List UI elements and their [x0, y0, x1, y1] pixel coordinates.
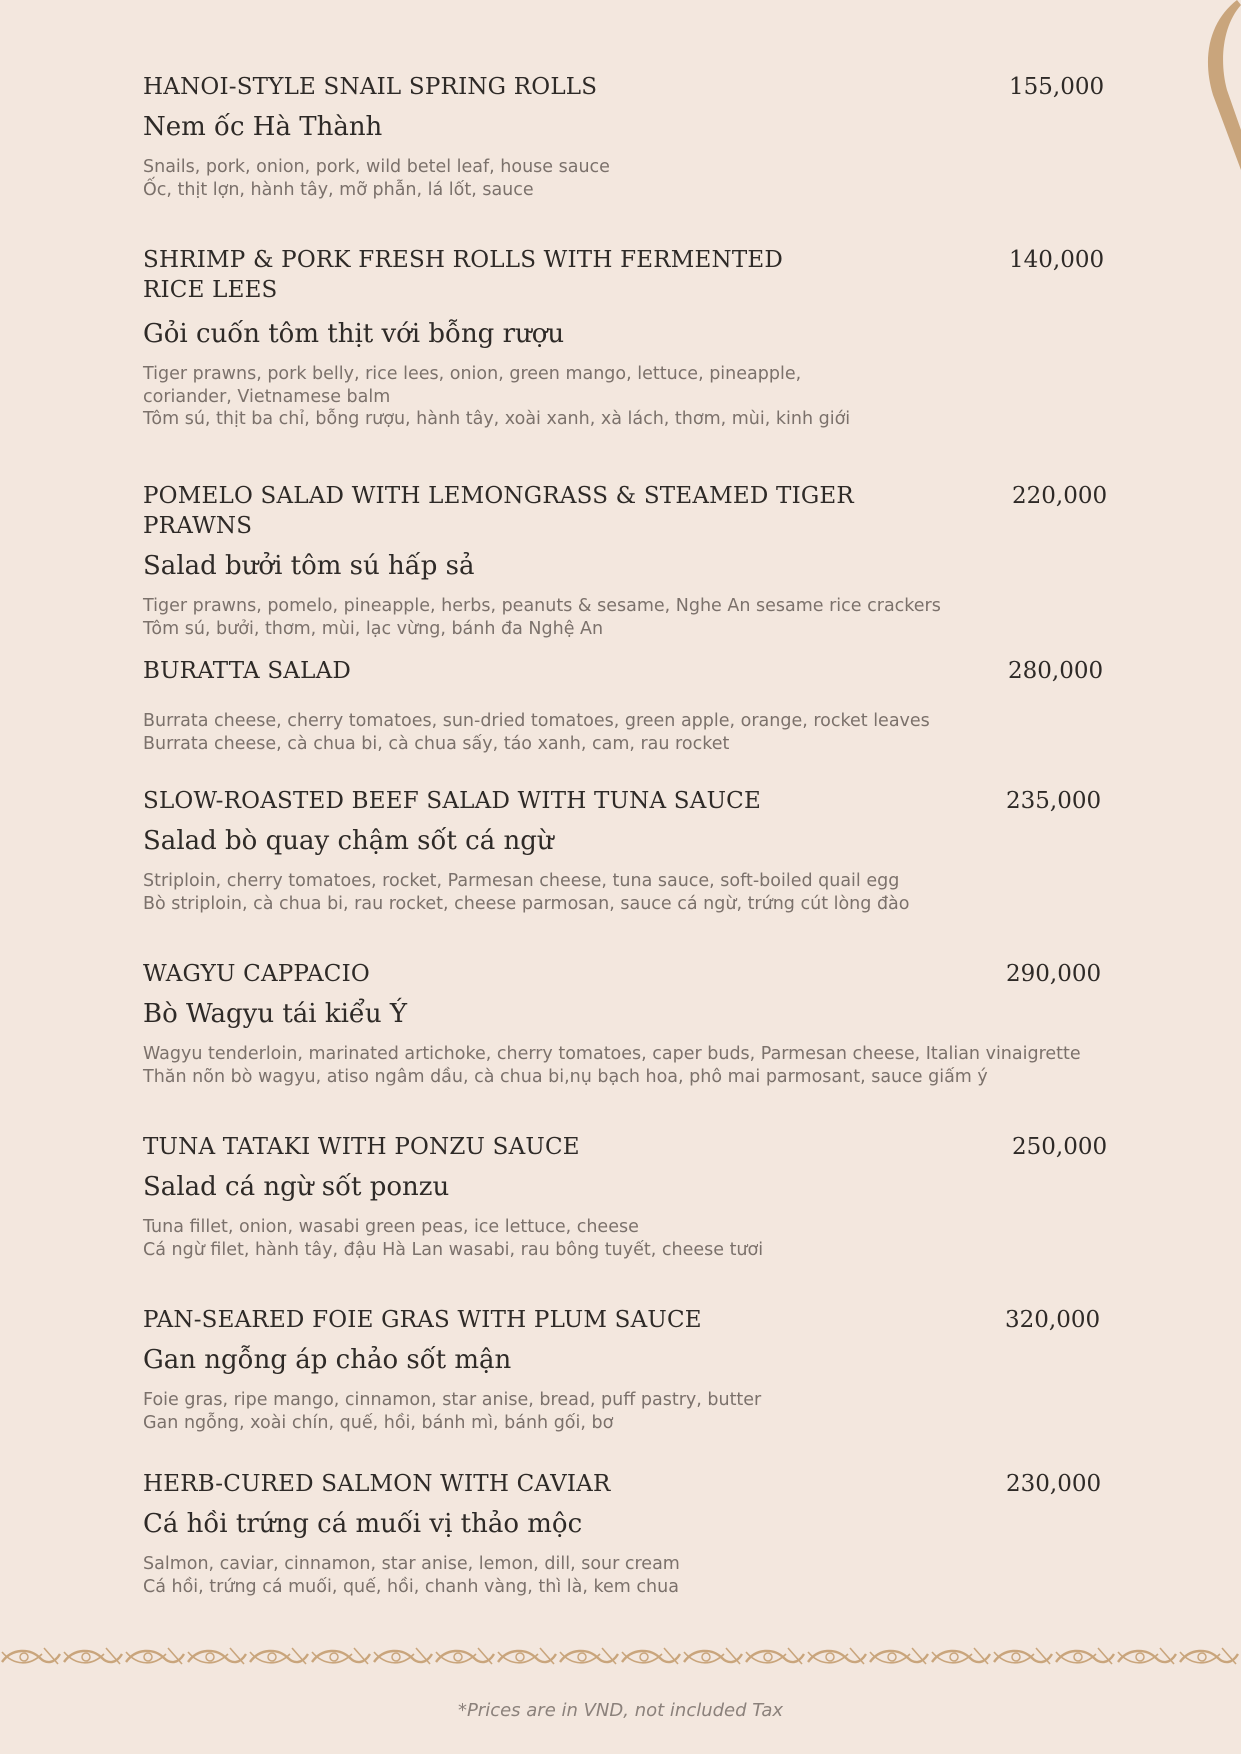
menu-item: [143, 656, 1103, 755]
description-vietnamese: Cá ngừ filet, hành tây, đậu Hà Lan wasabi, rau bông tuyết, cheese tươi: [143, 1239, 764, 1260]
dish-description: [143, 1389, 1103, 1434]
dish-name-vietnamese: Salad cá ngừ sốt ponzu: [143, 1172, 450, 1202]
description-english: Tiger prawns, pork belly, rice lees, onion, green mango, lettuce, pineapple, coriander, Vietnamese balm: [143, 364, 802, 407]
dish-description: [143, 1553, 1103, 1598]
dish-name: BURATTA SALAD: [143, 658, 352, 684]
description-vietnamese: Gan ngỗng, xoài chín, quế, hồi, bánh mì, bánh gối, bơ: [143, 1412, 614, 1433]
description-vietnamese: Bò striploin, cà chua bi, rau rocket, cheese parmosan, sauce cá ngừ, trứng cút lòng đào: [143, 893, 910, 914]
dish-price: 320,000: [1005, 1307, 1101, 1333]
dish-name-vietnamese: Gan ngỗng áp chảo sốt mận: [143, 1345, 512, 1375]
menu-item: [143, 959, 1103, 1088]
dish-description: [143, 156, 1103, 201]
dish-name: HANOI-STYLE SNAIL SPRING ROLLS: [143, 74, 598, 100]
dish-price: 220,000: [1012, 483, 1108, 509]
dish-name-vietnamese: Gỏi cuốn tôm thịt với bỗng rượu: [143, 319, 565, 349]
dish-name-vietnamese: Bò Wagyu tái kiểu Ý: [143, 999, 408, 1029]
description-vietnamese: Thăn nõn bò wagyu, atiso ngâm dầu, cà chua bi,nụ bạch hoa, phô mai parmosant, sauce giấm ý: [143, 1066, 988, 1087]
dish-name-vietnamese: Cá hồi trứng cá muối vị thảo mộc: [143, 1509, 583, 1539]
dish-description: [143, 870, 1103, 915]
description-english: Foie gras, ripe mango, cinnamon, star anise, bread, puff pastry, butter: [143, 1390, 762, 1410]
description-vietnamese: Tôm sú, thịt ba chỉ, bỗng rượu, hành tây, xoài xanh, xà lách, thơm, mùi, kinh giới: [143, 409, 851, 429]
menu-item: [143, 481, 1108, 640]
dish-name: POMELO SALAD WITH LEMONGRASS & STEAMED TIGER PRAWNS: [143, 483, 854, 539]
dish-price: 250,000: [1012, 1134, 1108, 1160]
menu-item: [143, 1305, 1103, 1434]
menu-item: [143, 1132, 1108, 1261]
dish-name: WAGYU CAPPACIO: [143, 961, 370, 987]
description-english: Snails, pork, onion, pork, wild betel leaf, house sauce: [143, 157, 610, 177]
dish-description: [143, 595, 1103, 640]
dish-description: [143, 710, 1103, 755]
description-english: Tiger prawns, pomelo, pineapple, herbs, peanuts & sesame, Nghe An sesame rice crackers: [143, 596, 941, 616]
corner-swoosh-decoration: [1171, 0, 1241, 210]
description-vietnamese: Burrata cheese, cà chua bi, cà chua sấy, táo xanh, cam, rau rocket: [143, 733, 730, 754]
description-english: Burrata cheese, cherry tomatoes, sun-dried tomatoes, green apple, orange, rocket leaves: [143, 711, 930, 731]
menu-item: [143, 1469, 1103, 1598]
dish-price: 280,000: [1008, 658, 1104, 684]
dish-price: 290,000: [1006, 961, 1102, 987]
dish-description: [143, 1216, 1103, 1261]
dish-name: SLOW-ROASTED BEEF SALAD WITH TUNA SAUCE: [143, 788, 761, 814]
description-vietnamese: Ốc, thịt lợn, hành tây, mỡ phẫn, lá lốt, sauce: [143, 179, 534, 200]
menu-item: [143, 786, 1103, 915]
description-english: Salmon, caviar, cinnamon, star anise, lemon, dill, sour cream: [143, 1554, 680, 1574]
dish-price: 230,000: [1006, 1471, 1102, 1497]
dish-name: HERB-CURED SALMON WITH CAVIAR: [143, 1471, 611, 1497]
ornamental-border-band: [0, 1640, 1241, 1674]
description-vietnamese: Cá hồi, trứng cá muối, quế, hồi, chanh vàng, thì là, kem chua: [143, 1576, 679, 1597]
dish-price: 235,000: [1006, 788, 1102, 814]
description-english: Wagyu tenderloin, marinated artichoke, cherry tomatoes, caper buds, Parmesan cheese, Italian vinaigrette: [143, 1044, 1081, 1064]
description-english: Tuna fillet, onion, wasabi green peas, ice lettuce, cheese: [143, 1217, 639, 1237]
dish-name-vietnamese: Salad bưởi tôm sú hấp sả: [143, 551, 475, 581]
dish-description: [143, 363, 1103, 431]
menu-item: [143, 72, 1103, 201]
description-english: Striploin, cherry tomatoes, rocket, Parmesan cheese, tuna sauce, soft-boiled quail egg: [143, 871, 900, 891]
dish-name: SHRIMP & PORK FRESH ROLLS WITH FERMENTED RICE LEES: [143, 247, 783, 303]
dish-name-vietnamese: Salad bò quay chậm sốt cá ngừ: [143, 826, 554, 856]
price-footnote: *Prices are in VND, not included Tax: [457, 1700, 784, 1721]
dish-name: TUNA TATAKI WITH PONZU SAUCE: [143, 1134, 580, 1160]
menu-item: [143, 245, 1103, 431]
dish-name-vietnamese: Nem ốc Hà Thành: [143, 112, 383, 142]
dish-price: 155,000: [1009, 74, 1105, 100]
dish-price: 140,000: [1009, 247, 1105, 273]
dish-name: PAN-SEARED FOIE GRAS WITH PLUM SAUCE: [143, 1307, 702, 1333]
description-vietnamese: Tôm sú, bưởi, thơm, mùi, lạc vừng, bánh đa Nghệ An: [143, 618, 604, 639]
dish-description: [143, 1043, 1103, 1088]
